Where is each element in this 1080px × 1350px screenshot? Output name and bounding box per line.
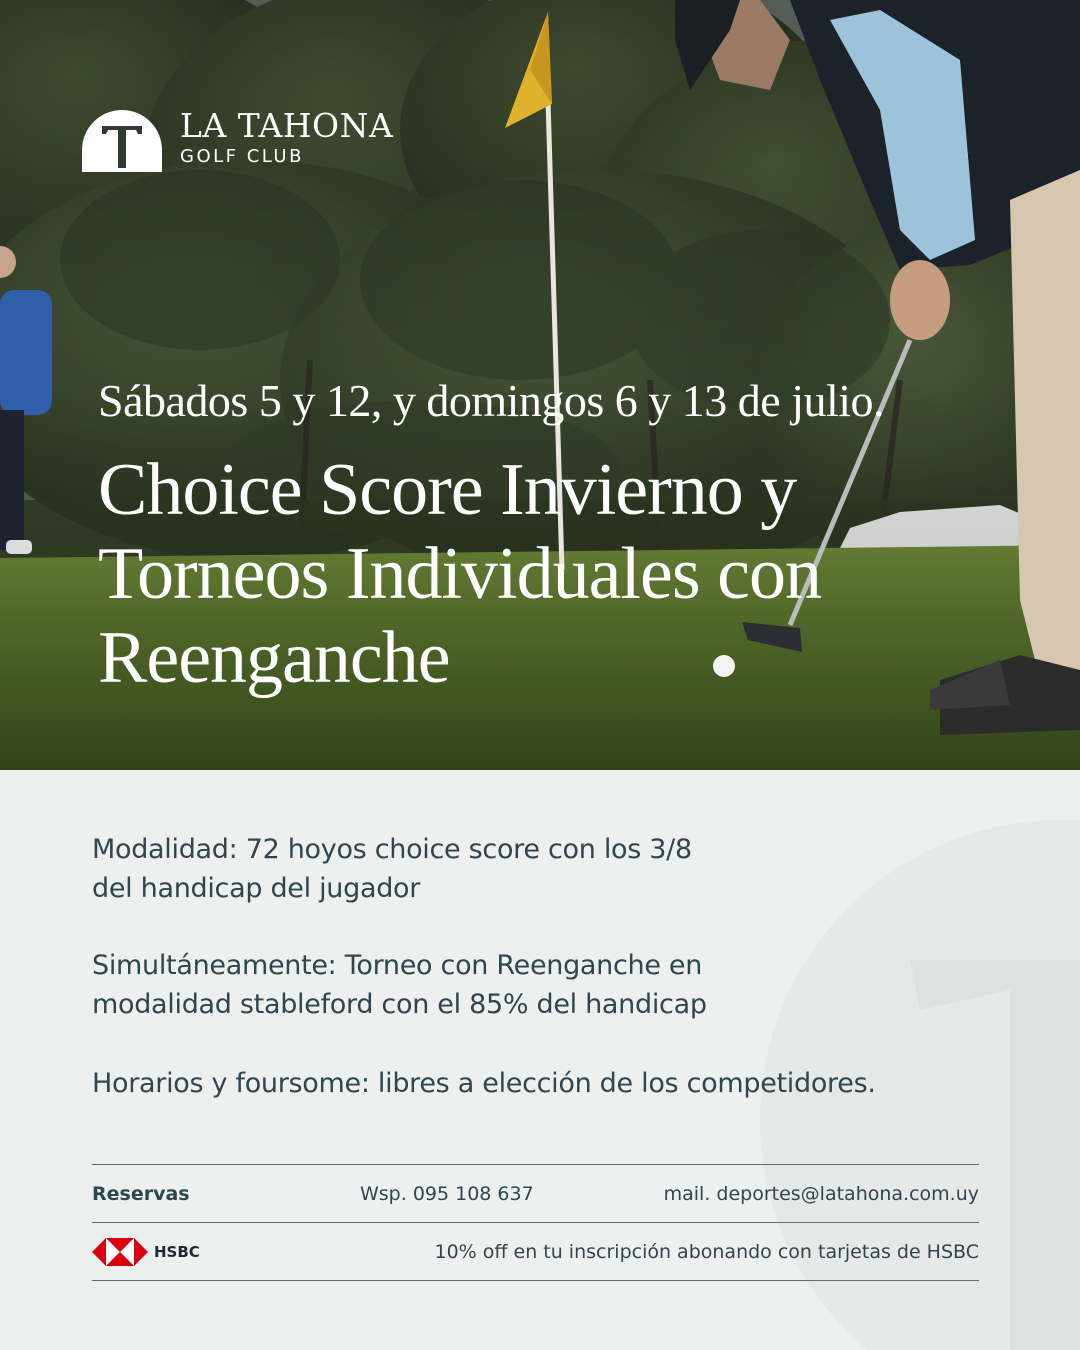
event-dates: Sábados 5 y 12, y domingos 6 y 13 de julio.	[98, 375, 885, 426]
contact-email[interactable]: mail. deportes@latahona.com.uy	[663, 1183, 979, 1205]
title-line-2: Torneos Individuales con	[98, 533, 821, 615]
logo-name: LA TAHONA	[180, 105, 394, 145]
divider	[92, 1164, 979, 1165]
info-panel	[0, 770, 1080, 1350]
hsbc-logo	[92, 1238, 360, 1266]
title-line-1: Choice Score Invierno y	[98, 449, 797, 531]
modalidad-line-2: del handicap del jugador	[92, 873, 421, 904]
event-title	[98, 448, 958, 700]
club-logo[interactable]	[80, 102, 393, 172]
divider	[92, 1280, 979, 1281]
hsbc-promo: 10% off en tu inscripción abonando con tarjetas de HSBC	[434, 1241, 979, 1263]
reservas-row	[92, 1166, 979, 1222]
reservas-label: Reservas	[92, 1183, 190, 1205]
sponsor-row	[92, 1224, 979, 1280]
modalidad-line-1: Modalidad: 72 hoyos choice score con los 3/8	[92, 834, 692, 865]
logo-subtitle: GOLF CLUB	[180, 145, 304, 167]
tahona-t-icon	[80, 102, 164, 172]
simultaneo-line-1: Simultáneamente: Torneo con Reenganche en	[92, 950, 703, 981]
simultaneo-line-2: modalidad stableford con el 85% del handicap	[92, 989, 707, 1020]
horarios-text: Horarios y foursome: libres a elección de los competidores.	[92, 1068, 876, 1099]
hsbc-hexagon-icon	[92, 1238, 148, 1266]
simultaneo-text	[92, 946, 852, 1024]
title-line-3: Reenganche	[98, 617, 450, 699]
modalidad-text	[92, 830, 852, 908]
divider	[92, 1222, 979, 1223]
hsbc-name: HSBC	[154, 1243, 200, 1261]
whatsapp-phone[interactable]: Wsp. 095 108 637	[360, 1183, 534, 1205]
